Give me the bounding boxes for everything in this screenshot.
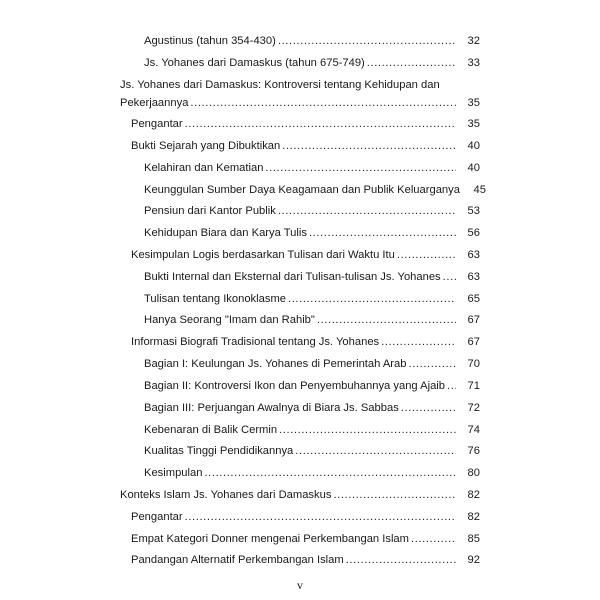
toc-entry-title-line1: Js. Yohanes dari Damaskus: Kontroversi tentang Kehidupan dan [120, 79, 440, 91]
toc-entry-page: 92 [467, 554, 480, 566]
toc-entry-title: Pensiun dari Kantor Publik [144, 205, 276, 217]
toc-leader-dots [190, 96, 456, 110]
toc-entry-page: 33 [467, 57, 480, 69]
toc-entry-page: 80 [467, 467, 480, 479]
toc-leader-dots [381, 335, 456, 349]
toc-entry-page: 72 [467, 402, 480, 414]
toc-leader-dots [288, 292, 456, 306]
toc-leader-dots [346, 553, 456, 567]
toc-leader-dots [278, 34, 456, 48]
toc-entry-page: 35 [467, 118, 480, 130]
toc-leader-dots [411, 532, 456, 546]
toc-entry-page: 45 [473, 184, 486, 196]
toc-entry-title: Pengantar [131, 511, 183, 523]
toc-leader-dots [279, 423, 456, 437]
page-number: v [297, 578, 303, 592]
toc-entry-page: 85 [467, 533, 480, 545]
toc-entry-page: 53 [467, 205, 480, 217]
toc-entry-title: Keunggulan Sumber Daya Keagamaan dan Publik Keluarganya [144, 184, 460, 196]
toc-entry-title: Konteks Islam Js. Yohanes dari Damaskus [120, 489, 332, 501]
toc-entry-page: 70 [467, 358, 480, 370]
toc-entry-page: 40 [467, 140, 480, 152]
toc-leader-dots [447, 379, 456, 393]
toc-entry-title: Bukti Sejarah yang Dibuktikan [131, 140, 281, 152]
toc-entry-page: 82 [467, 489, 480, 501]
toc-entry-title: Hanya Seorang "Imam dan Rahib" [144, 314, 315, 326]
toc-leader-dots [401, 401, 456, 415]
toc-entry-page: 32 [467, 35, 480, 47]
toc-leader-dots [317, 313, 456, 327]
toc-entry-title: Kehidupan Biara dan Karya Tulis [144, 227, 307, 239]
toc-leader-dots [278, 204, 456, 218]
toc-entry-title: Pekerjaannya [120, 97, 189, 109]
toc-entry-page: 67 [467, 336, 480, 348]
toc-entry-title: Kebenaran di Balik Cermin [144, 424, 278, 436]
toc-leader-dots [185, 117, 456, 131]
toc-entry-page: 74 [467, 424, 480, 436]
toc-leader-dots [204, 466, 456, 480]
toc-entry-page: 76 [467, 445, 480, 457]
toc-entry-title: Kesimpulan [144, 467, 203, 479]
toc-leader-dots [397, 248, 456, 262]
toc-entry-title: Js. Yohanes dari Damaskus (tahun 675-749) [144, 57, 365, 69]
toc-entry-page: 40 [467, 162, 480, 174]
toc-entry-title: Agustinus (tahun 354-430) [144, 35, 276, 47]
toc-entry-page: 63 [467, 271, 480, 283]
toc-entry-page: 71 [467, 380, 480, 392]
toc-entry-title: Empat Kategori Donner mengenai Perkembangan Islam [131, 533, 409, 545]
toc-leader-dots [443, 270, 456, 284]
toc-entry-title: Informasi Biografi Tradisional tentang Js. Yohanes [131, 336, 380, 348]
toc-entry-title: Bagian I: Keulungan Js. Yohanes di Pemerintah Arab [144, 358, 407, 370]
toc-leader-dots [185, 510, 456, 524]
toc-entry-title: Pengantar [131, 118, 183, 130]
toc-leader-dots [333, 488, 456, 502]
toc-leader-dots [282, 139, 456, 153]
toc-entry-title: Pandangan Alternatif Perkembangan Islam [131, 554, 344, 566]
toc-entry-page: 63 [467, 249, 480, 261]
toc-leader-dots [408, 357, 456, 371]
toc-leader-dots [367, 56, 456, 70]
toc-entry-page: 82 [467, 511, 480, 523]
toc-entry-page: 35 [467, 97, 480, 109]
toc-entry-title: Bagian II: Kontroversi Ikon dan Penyembuhannya yang Ajaib [144, 380, 446, 392]
toc-leader-dots [309, 226, 456, 240]
toc-leader-dots [295, 444, 456, 458]
toc-leader-dots [265, 161, 456, 175]
toc-entry-title: Kesimpulan Logis berdasarkan Tulisan dari Waktu Itu [131, 249, 395, 261]
toc-entry-page: 67 [467, 314, 480, 326]
toc-entry-page: 56 [467, 227, 480, 239]
toc-entry-title: Bagian III: Perjuangan Awalnya di Biara Js. Sabbas [144, 402, 399, 414]
toc-entry-page: 65 [467, 293, 480, 305]
toc-entry-title: Kualitas Tinggi Pendidikannya [144, 445, 294, 457]
toc-entry-title: Tulisan tentang Ikonoklasme [144, 293, 286, 305]
toc-entry-title: Bukti Internal dan Eksternal dari Tulisan-tulisan Js. Yohanes [144, 271, 441, 283]
toc-entry-title: Kelahiran dan Kematian [144, 162, 264, 174]
